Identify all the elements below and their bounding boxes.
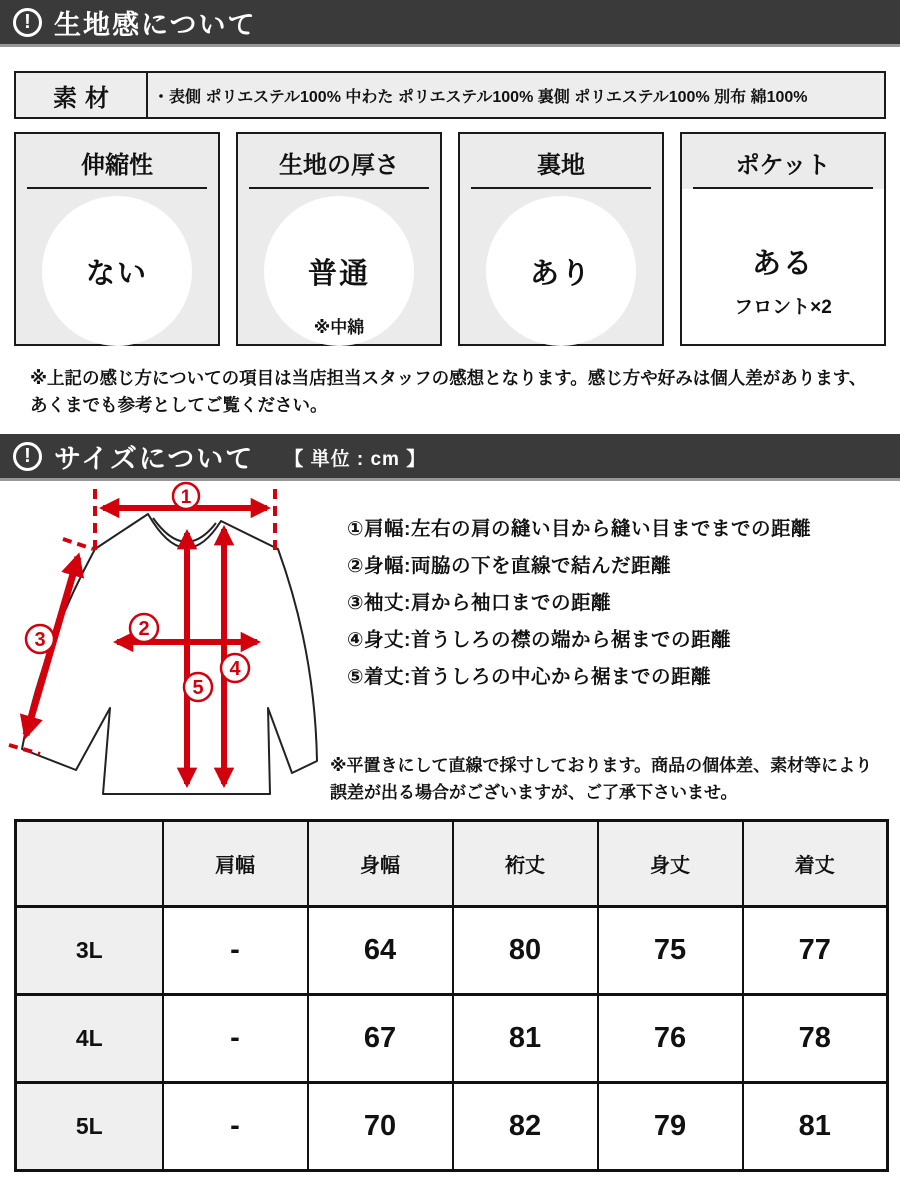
size-table [14,819,889,1172]
fabric-section-header [0,0,900,47]
fabric-disclaimer-line2: あくまでも参考としてご覧ください。 [30,395,328,416]
col-header-empty [16,821,163,907]
diagram-label-5 [184,673,212,701]
value-cell: 82 [453,1083,598,1171]
definition-body-length: ④身丈:首うしろの襟の端から裾までの距離 [347,629,732,652]
size-disclaimer-line2: 誤差が出る場合がございますが、ご了承下さいませ。 [330,782,738,802]
attribute-value-circle [42,196,192,346]
svg-text:3: 3 [34,629,46,652]
attribute-title-zone [682,134,884,189]
value-cell: 70 [308,1083,453,1171]
fabric-disclaimer-line1: ※上記の感じ方についての項目は当店担当スタッフの感想となります。感じ方や好みは個人差があります、 [30,368,867,388]
attribute-label: 生地の厚さ [249,145,429,189]
value-cell: 64 [308,907,453,995]
size-section-title: サイズについて [54,443,255,474]
table-row-4l [16,995,888,1083]
material-label: 素材 [53,84,117,112]
size-diagram-section [0,481,900,819]
diagram-label-3 [26,625,54,653]
attribute-note: ※中綿 [313,318,365,337]
col-header-yuki: 裄丈 [453,821,598,907]
attribute-box-thickness [236,132,442,346]
attribute-value: あり [529,257,592,290]
definition-chest: ②身幅:両脇の下を直線で結んだ距離 [347,555,672,578]
col-header-shoulder: 肩幅 [163,821,308,907]
value-cell: 79 [598,1083,743,1171]
fabric-attributes [14,132,886,346]
attribute-label: 伸縮性 [27,145,207,189]
size-disclaimer-line1: ※平置きにして直線で採寸しております。商品の個体差、素材等により [330,756,873,776]
value-cell: 75 [598,907,743,995]
size-label-cell: 4L [16,995,163,1083]
table-row-3l [16,907,888,995]
attribute-box-pocket [680,132,886,346]
attribute-value: ない [85,257,148,290]
svg-text:4: 4 [229,658,241,681]
col-header-length: 着丈 [743,821,888,907]
attribute-box-lining [458,132,664,346]
value-cell: 78 [743,995,888,1083]
value-cell: - [163,1083,308,1171]
svg-text:5: 5 [192,677,204,700]
size-section-header [0,434,900,481]
exclamation-circle-icon: ! [13,8,42,37]
value-cell: - [163,995,308,1083]
diagram-label-1 [173,483,199,509]
attribute-note: フロント×2 [734,297,832,318]
value-cell: - [163,907,308,995]
size-table-header-row [16,821,888,907]
attribute-label: 裏地 [471,145,651,189]
attribute-label: ポケット [693,145,873,189]
attribute-box-stretch [14,132,220,346]
fabric-section-title: 生地感について [54,9,257,40]
sleeve-dash-top [63,539,93,549]
attribute-title-zone [238,134,440,189]
value-cell: 80 [453,907,598,995]
size-unit-label: 【 単位 : cm 】 [284,449,427,471]
table-row-5l [16,1083,888,1171]
col-header-body: 身丈 [598,821,743,907]
measurement-definitions [347,511,811,696]
size-disclaimer [330,753,895,806]
size-label-cell: 5L [16,1083,163,1171]
shirt-measurement-diagram [0,481,335,819]
diagram-label-2 [130,614,158,642]
material-row [14,71,886,119]
definition-shoulder: ①肩幅:左右の肩の縫い目から縫い目までまでの距離 [347,518,812,541]
attribute-value: 普通 [307,257,370,290]
fabric-disclaimer [30,365,880,419]
value-cell: 67 [308,995,453,1083]
material-value: ・表側 ポリエステル100% 中わた ポリエステル100% 裏側 ポリエステル100% 別布 綿100% [146,73,884,117]
definition-total-length: ⑤着丈:首うしろの中心から裾までの距離 [347,666,712,689]
value-cell: 81 [453,995,598,1083]
size-label-cell: 3L [16,907,163,995]
diagram-label-4 [221,654,249,682]
attribute-value-circle [486,196,636,346]
definition-sleeve: ③袖丈:肩から袖口までの距離 [347,592,612,615]
svg-text:1: 1 [180,487,192,509]
value-cell: 76 [598,995,743,1083]
col-header-chest: 身幅 [308,821,453,907]
value-cell: 81 [743,1083,888,1171]
exclamation-circle-icon: ! [13,442,42,471]
attribute-title-zone [16,134,218,189]
value-cell: 77 [743,907,888,995]
shirt-outline [22,514,317,794]
attribute-value: ある [751,248,814,280]
attribute-title-zone [460,134,662,189]
svg-text:2: 2 [138,618,150,641]
